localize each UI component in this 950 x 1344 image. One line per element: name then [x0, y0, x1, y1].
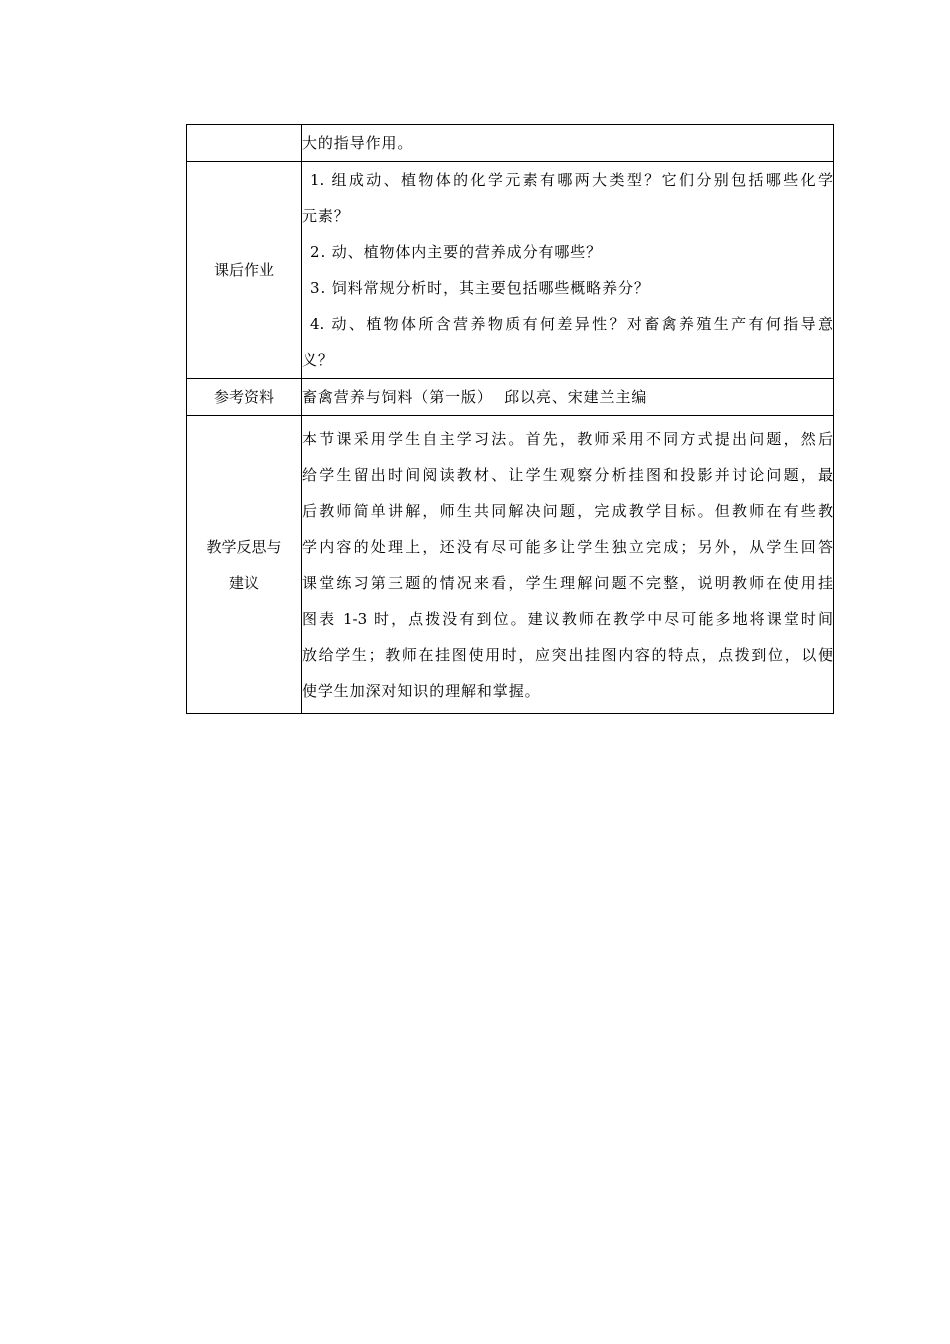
reference-label: 参考资料: [187, 379, 302, 416]
reflection-label-line-2: 建议: [228, 573, 259, 592]
table-row: [187, 416, 834, 714]
table-row: [187, 125, 834, 162]
reflection-line-6: 图表 1-3 时，点拨没有到位。建议教师在教学中尽可能多地将课堂时间: [302, 609, 833, 628]
row-label-empty: [187, 125, 302, 162]
homework-item-3: 3. 饲料常规分析时，其主要包括哪些概略养分？: [310, 279, 650, 297]
reflection-line-4: 学内容的处理上，还没有尽可能多让学生独立完成；另外，从学生回答: [302, 537, 833, 556]
homework-item-1-cont: 元素？: [302, 207, 350, 225]
reflection-line-5: 课堂练习第三题的情况来看，学生理解问题不完整，说明教师在使用挂: [302, 573, 833, 592]
lesson-plan-table: [186, 124, 834, 714]
reflection-content: [302, 416, 834, 714]
homework-label: 课后作业: [187, 162, 302, 379]
homework-item-1: 1. 组成动、植物体的化学元素有哪两大类型？它们分别包括哪些化学: [310, 171, 833, 189]
reflection-line-2: 给学生留出时间阅读教材、让学生观察分析挂图和投影并讨论问题，最: [302, 465, 833, 484]
table-row: [187, 162, 834, 379]
reflection-line-8: 使学生加深对知识的理解和掌握。: [302, 681, 541, 700]
continuation-line: 大的指导作用。: [302, 134, 414, 152]
homework-item-2: 2. 动、植物体内主要的营养成分有哪些？: [310, 243, 603, 261]
reflection-line-1: 本节课采用学生自主学习法。首先，教师采用不同方式提出问题，然后: [302, 429, 833, 448]
reference-content: [302, 379, 834, 416]
guidance-continuation-text: [302, 125, 834, 162]
homework-item-4-cont: 义？: [302, 351, 334, 369]
homework-item-4: 4. 动、植物体所含营养物质有何差异性？对畜禽养殖生产有何指导意: [310, 315, 833, 333]
reference-text: 畜禽营养与饲料（第一版） 邱以亮、宋建兰主编: [302, 388, 648, 406]
table-row: [187, 379, 834, 416]
reflection-line-3: 后教师简单讲解，师生共同解决问题，完成教学目标。但教师在有些教: [302, 501, 833, 520]
homework-content: [302, 162, 834, 379]
reflection-label: [187, 416, 302, 714]
reflection-label-line-1: 教学反思与: [206, 537, 282, 556]
reflection-line-7: 放给学生；教师在挂图使用时，应突出挂图内容的特点，点拨到位，以便: [302, 645, 833, 664]
